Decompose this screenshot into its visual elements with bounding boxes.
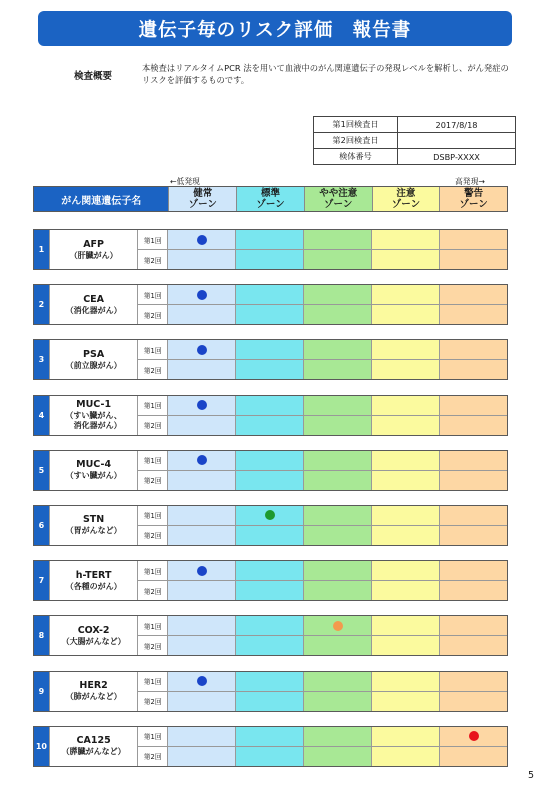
round-label-1: 第1回 — [143, 291, 162, 300]
round2-cell — [372, 746, 439, 766]
zone-cell — [303, 340, 371, 379]
round1-cell — [372, 727, 439, 746]
round1-cell — [372, 340, 439, 359]
zone-cell — [439, 727, 507, 766]
zone-cell — [371, 285, 439, 324]
round-labels — [137, 672, 167, 711]
round2-cell — [372, 304, 439, 324]
zone-cell — [303, 672, 371, 711]
round2-cell — [372, 359, 439, 379]
gene-number: 8 — [34, 616, 49, 655]
info-value: DSBP-XXXX — [398, 149, 516, 165]
info-label: 検体番号 — [314, 149, 398, 165]
zone-cell — [303, 230, 371, 269]
round1-cell — [440, 451, 507, 470]
round1-cell — [236, 230, 303, 249]
round1-cell — [168, 230, 235, 249]
round2-cell — [168, 746, 235, 766]
result-marker — [197, 400, 207, 410]
zone-cell — [439, 396, 507, 435]
round-label-2: 第2回 — [138, 580, 167, 600]
gene-rows — [33, 229, 508, 781]
zone-cells — [167, 451, 507, 490]
round-label-2: 第2回 — [138, 691, 167, 711]
round-label-2: 第2回 — [138, 415, 167, 435]
round1-cell — [440, 672, 507, 691]
round-label-2: 第2回 — [138, 359, 167, 379]
info-value — [398, 133, 516, 149]
zone-cell — [235, 561, 303, 600]
zone-header — [33, 186, 508, 212]
round1-cell — [168, 727, 235, 746]
zone-cell — [439, 506, 507, 545]
gene-label — [49, 451, 138, 490]
result-marker — [197, 566, 207, 576]
round1-cell — [440, 396, 507, 415]
round1-cell — [168, 506, 235, 525]
round1-cell — [372, 506, 439, 525]
round1-cell — [440, 506, 507, 525]
gene-cancer-type: （肺がんなど） — [65, 692, 122, 701]
round2-cell — [236, 525, 303, 545]
zone-header-slight-caution: やや注意 ゾーン — [304, 187, 372, 211]
gene-cancer-type: （前立腺がん） — [65, 360, 122, 370]
round1-cell — [372, 230, 439, 249]
round1-cell — [168, 672, 235, 691]
round2-cell — [372, 691, 439, 711]
round1-cell — [372, 451, 439, 470]
round-labels — [137, 616, 167, 655]
result-marker — [197, 345, 207, 355]
gene-cancer-type: （各種のがん） — [65, 581, 122, 591]
round2-cell — [440, 635, 507, 655]
gene-number: 6 — [34, 506, 49, 545]
round1-cell — [440, 340, 507, 359]
zone-cell — [167, 561, 235, 600]
gene-number: 7 — [34, 561, 49, 600]
report-title: 遺伝子毎のリスク評価 報告書 — [38, 11, 512, 46]
zone-cell — [371, 230, 439, 269]
zone-cell — [167, 230, 235, 269]
round2-cell — [168, 249, 235, 269]
round1-cell — [168, 451, 235, 470]
zone-cell — [371, 396, 439, 435]
zone-cell — [303, 285, 371, 324]
gene-number: 4 — [34, 396, 49, 435]
gene-label — [49, 506, 138, 545]
round-label-1: 第1回 — [143, 733, 162, 742]
zone-header-warning: 警告 ゾーン — [439, 187, 507, 211]
round2-cell — [304, 304, 371, 324]
gene-name: STN — [82, 514, 105, 526]
round1-cell — [236, 672, 303, 691]
zone-cell — [303, 396, 371, 435]
gene-row — [33, 450, 508, 491]
zone-cells — [167, 727, 507, 766]
gene-row — [33, 615, 508, 656]
round2-cell — [168, 304, 235, 324]
round-label-1: 第1回 — [143, 678, 162, 686]
gene-row — [33, 284, 508, 325]
round2-cell — [372, 249, 439, 269]
round2-cell — [236, 304, 303, 324]
round2-cell — [304, 470, 371, 490]
round1-cell — [168, 616, 235, 635]
zone-cell — [303, 451, 371, 490]
round1-cell — [168, 285, 235, 304]
result-marker — [469, 731, 479, 741]
round-label-1: 第1回 — [143, 567, 162, 576]
zone-cell — [371, 727, 439, 766]
result-marker — [197, 290, 207, 300]
round-labels — [137, 561, 167, 600]
exam-info-table — [313, 116, 516, 165]
round-label-2: 第2回 — [138, 470, 167, 490]
zone-header-standard: 標準 ゾーン — [236, 187, 304, 211]
round1-cell — [372, 285, 439, 304]
round2-cell — [236, 249, 303, 269]
overview-label: 検査概要 — [74, 71, 113, 82]
zone-cell — [303, 561, 371, 600]
zone-cell — [235, 727, 303, 766]
zone-header-healthy: 健常 ゾーン — [168, 187, 236, 211]
round2-cell — [168, 635, 235, 655]
round2-cell — [304, 635, 371, 655]
info-row-sample-id — [314, 149, 516, 165]
info-value: 2017/8/18 — [398, 117, 516, 133]
round2-cell — [304, 415, 371, 435]
round1-cell — [372, 672, 439, 691]
gene-cancer-type: （すい臓がん） — [65, 471, 122, 481]
zone-cell — [235, 672, 303, 711]
zone-cell — [371, 616, 439, 655]
round-labels — [137, 727, 167, 766]
round1-cell — [236, 561, 303, 580]
gene-cancer-type: （胃がんなど） — [65, 526, 122, 536]
round1-cell — [440, 285, 507, 304]
result-marker — [197, 676, 207, 686]
gene-name: CEA — [83, 293, 105, 305]
round-label-2: 第2回 — [138, 525, 167, 545]
round2-cell — [372, 525, 439, 545]
gene-name: PSA — [83, 348, 105, 360]
zone-cell — [167, 672, 235, 711]
zone-cell — [439, 616, 507, 655]
round1-cell — [236, 616, 303, 635]
round1-cell — [236, 451, 303, 470]
zone-cells — [167, 561, 507, 600]
info-label: 第2回検査日 — [314, 133, 398, 149]
zone-cells — [167, 672, 507, 711]
zone-cells — [167, 396, 507, 435]
round1-cell — [372, 561, 439, 580]
round-label-1: 第1回 — [143, 346, 162, 355]
zone-cell — [371, 672, 439, 711]
round2-cell — [440, 359, 507, 379]
round2-cell — [236, 580, 303, 600]
info-label: 第1回検査日 — [314, 117, 398, 133]
zone-cell — [303, 506, 371, 545]
gene-row — [33, 671, 508, 712]
round1-cell — [304, 672, 371, 691]
gene-label — [49, 672, 138, 711]
round2-cell — [440, 304, 507, 324]
gene-name: h-TERT — [75, 569, 112, 581]
round1-cell — [304, 727, 371, 746]
zone-cell — [167, 451, 235, 490]
zone-cell — [371, 506, 439, 545]
round2-cell — [236, 635, 303, 655]
zone-cell — [303, 616, 371, 655]
zone-cell — [439, 561, 507, 600]
gene-name: MUC-1 — [76, 399, 112, 411]
gene-name: MUC-4 — [76, 459, 112, 471]
zone-cells — [167, 506, 507, 545]
zone-cell — [371, 561, 439, 600]
round2-cell — [304, 525, 371, 545]
round2-cell — [440, 691, 507, 711]
info-row-first-exam — [314, 117, 516, 133]
zone-cell — [235, 230, 303, 269]
gene-cancer-type: （消化器がん） — [65, 305, 122, 315]
gene-cancer-type: （大腸がんなど） — [61, 636, 126, 646]
round1-cell — [304, 340, 371, 359]
page-number: 5 — [528, 770, 535, 781]
zone-cell — [371, 340, 439, 379]
round2-cell — [304, 580, 371, 600]
round1-cell — [372, 616, 439, 635]
round2-cell — [440, 746, 507, 766]
round2-cell — [372, 470, 439, 490]
round2-cell — [168, 580, 235, 600]
round1-cell — [168, 396, 235, 415]
gene-label — [49, 396, 138, 435]
gene-row — [33, 395, 508, 436]
result-marker — [265, 510, 275, 520]
gene-row — [33, 339, 508, 380]
round1-cell — [236, 506, 303, 525]
gene-label — [49, 727, 138, 766]
zone-cell — [439, 230, 507, 269]
round2-cell — [304, 746, 371, 766]
round-label-1: 第1回 — [143, 402, 162, 411]
high-expression-label: 高発現→ — [455, 177, 485, 186]
overview-text: 本検査はリアルタイムPCR 法を用いて血液中のがん関連遺伝子の発現レベルを解析し、がん発症のリスクを評価するものです。 — [142, 63, 509, 85]
zone-cell — [439, 340, 507, 379]
round2-cell — [236, 470, 303, 490]
gene-cancer-type: （膵臓がんなど） — [61, 747, 126, 757]
round2-cell — [440, 470, 507, 490]
gene-cancer-type: （すい臓がん、 消化器がん） — [65, 411, 122, 431]
gene-row — [33, 560, 508, 601]
round2-cell — [168, 691, 235, 711]
round2-cell — [440, 580, 507, 600]
zone-cell — [235, 616, 303, 655]
gene-cancer-type: （肝臓がん） — [69, 250, 118, 260]
round1-cell — [304, 285, 371, 304]
round-label-1: 第1回 — [143, 622, 162, 631]
round2-cell — [304, 359, 371, 379]
zone-cell — [167, 340, 235, 379]
zone-cell — [167, 727, 235, 766]
gene-number: 10 — [34, 727, 49, 766]
result-marker — [197, 455, 207, 465]
gene-name: COX-2 — [77, 624, 110, 636]
round1-cell — [304, 506, 371, 525]
zone-cell — [167, 506, 235, 545]
zone-cell — [235, 451, 303, 490]
zone-cell — [167, 285, 235, 324]
gene-name-header: がん関連遺伝子名 — [34, 187, 168, 211]
info-row-second-exam — [314, 133, 516, 149]
round-labels — [137, 506, 167, 545]
round2-cell — [236, 359, 303, 379]
round2-cell — [168, 525, 235, 545]
gene-number: 1 — [34, 230, 49, 269]
round2-cell — [440, 415, 507, 435]
gene-number: 3 — [34, 340, 49, 379]
round1-cell — [440, 727, 507, 746]
round1-cell — [168, 340, 235, 359]
round2-cell — [440, 249, 507, 269]
zone-cell — [303, 727, 371, 766]
zone-cell — [371, 451, 439, 490]
gene-row — [33, 726, 508, 767]
round1-cell — [304, 616, 371, 635]
zone-cell — [235, 396, 303, 435]
round2-cell — [236, 746, 303, 766]
round2-cell — [168, 415, 235, 435]
gene-name: AFP — [83, 238, 105, 250]
zone-cell — [235, 506, 303, 545]
round2-cell — [236, 691, 303, 711]
round-label-1: 第1回 — [143, 512, 162, 521]
gene-number: 9 — [34, 672, 49, 711]
zone-cell — [235, 285, 303, 324]
zone-cell — [439, 451, 507, 490]
round1-cell — [440, 616, 507, 635]
round2-cell — [372, 415, 439, 435]
round-label-1: 第1回 — [143, 457, 162, 466]
zone-cell — [439, 285, 507, 324]
zone-cell — [439, 672, 507, 711]
low-expression-label: ←低発現 — [170, 177, 200, 186]
round1-cell — [168, 561, 235, 580]
round1-cell — [304, 396, 371, 415]
round1-cell — [440, 561, 507, 580]
gene-row — [33, 505, 508, 546]
round2-cell — [372, 580, 439, 600]
result-marker — [197, 235, 207, 245]
round2-cell — [168, 359, 235, 379]
round1-cell — [236, 285, 303, 304]
round1-cell — [372, 396, 439, 415]
round-label-2: 第2回 — [138, 635, 167, 655]
zone-cells — [167, 285, 507, 324]
gene-row — [33, 229, 508, 270]
zone-header-caution: 注意 ゾーン — [372, 187, 440, 211]
round-labels — [137, 340, 167, 379]
gene-label — [49, 230, 138, 269]
round-labels — [137, 230, 167, 269]
gene-label — [49, 285, 138, 324]
round1-cell — [304, 451, 371, 470]
gene-number: 2 — [34, 285, 49, 324]
round1-cell — [236, 340, 303, 359]
round-labels — [137, 285, 167, 324]
gene-name: CA125 — [76, 735, 111, 747]
round1-cell — [236, 396, 303, 415]
zone-cell — [235, 340, 303, 379]
round1-cell — [440, 230, 507, 249]
round2-cell — [236, 415, 303, 435]
gene-name: HER2 — [79, 680, 108, 691]
round2-cell — [440, 525, 507, 545]
round1-cell — [304, 561, 371, 580]
round2-cell — [372, 635, 439, 655]
round-label-1: 第1回 — [143, 236, 162, 245]
round-label-2: 第2回 — [138, 249, 167, 269]
zone-cells — [167, 616, 507, 655]
result-marker — [333, 621, 343, 631]
round-label-2: 第2回 — [138, 304, 167, 324]
gene-label — [49, 616, 138, 655]
gene-label — [49, 340, 138, 379]
round-label-2: 第2回 — [138, 746, 167, 766]
zone-cell — [167, 616, 235, 655]
zone-cells — [167, 230, 507, 269]
gene-label — [49, 561, 138, 600]
round2-cell — [304, 691, 371, 711]
round1-cell — [304, 230, 371, 249]
zone-cells — [167, 340, 507, 379]
round-labels — [137, 396, 167, 435]
gene-number: 5 — [34, 451, 49, 490]
round2-cell — [304, 249, 371, 269]
round1-cell — [236, 727, 303, 746]
round2-cell — [168, 470, 235, 490]
zone-cell — [167, 396, 235, 435]
round-labels — [137, 451, 167, 490]
